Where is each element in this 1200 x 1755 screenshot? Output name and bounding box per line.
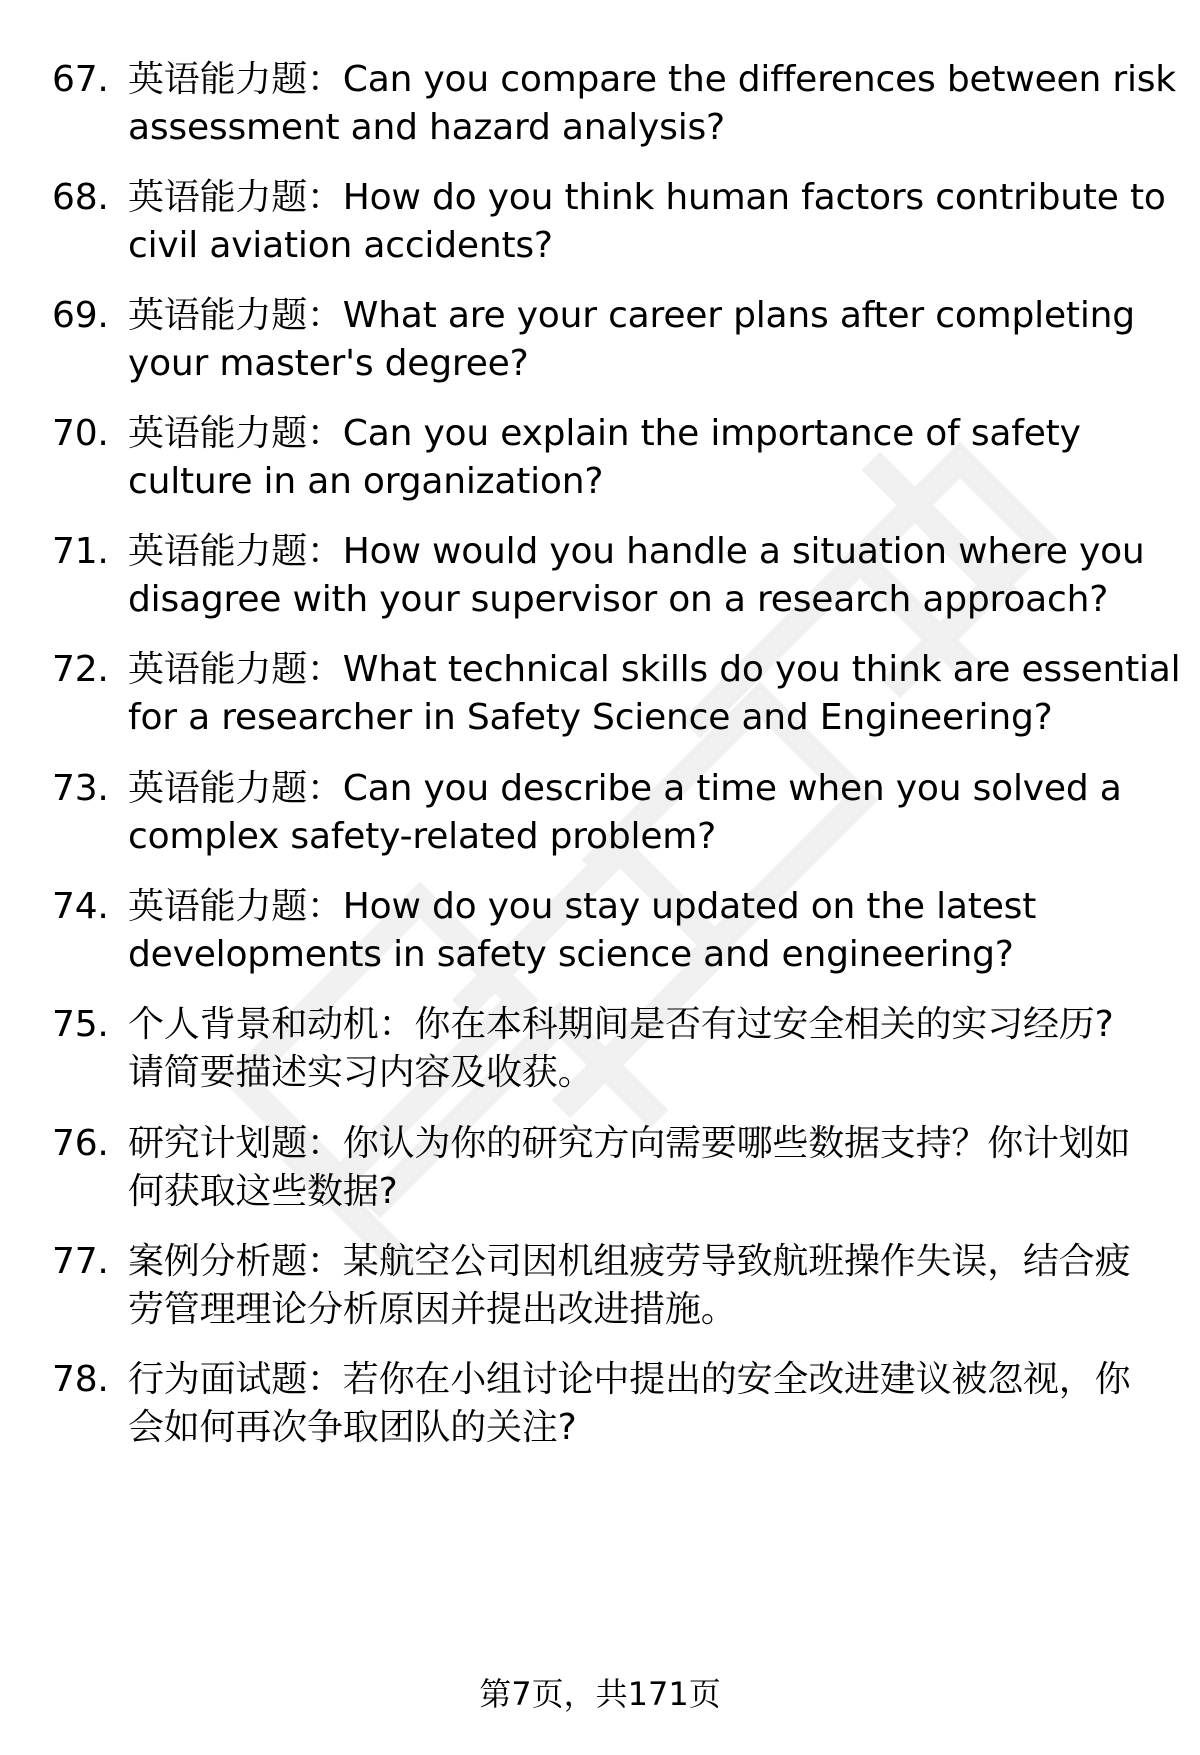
question-number: 67. bbox=[52, 59, 109, 100]
question-number: 73. bbox=[52, 768, 109, 809]
question-number: 72. bbox=[52, 649, 109, 690]
question-text: 个人背景和动机：你在本科期间是否有过安全相关的实习经历? 请简要描述实习内容及收获。 bbox=[128, 1004, 1114, 1093]
question-text: 英语能力题：Can you describe a time when you solved a complex safety-related problem? bbox=[128, 768, 1122, 857]
question-text: 英语能力题：How do you stay updated on the latest developments in safety science and engineering? bbox=[128, 886, 1037, 975]
question-number: 71. bbox=[52, 531, 109, 572]
question-number: 76. bbox=[52, 1123, 109, 1164]
page-footer: 第7页，共171页 bbox=[479, 1675, 721, 1713]
question-text: 英语能力题：Can you compare the differences between risk assessment and hazard analysis? bbox=[128, 59, 1176, 148]
question-text: 英语能力题：What are your career plans after completing your master's degree? bbox=[128, 295, 1135, 384]
question-text: 英语能力题：Can you explain the importance of safety culture in an organization? bbox=[128, 413, 1081, 502]
question-number: 74. bbox=[52, 886, 109, 927]
question-text: 研究计划题：你认为你的研究方向需要哪些数据支持？你计划如 何获取这些数据? bbox=[128, 1123, 1131, 1212]
question-number: 69. bbox=[52, 295, 109, 336]
question-number: 78. bbox=[52, 1359, 109, 1400]
question-number: 70. bbox=[52, 413, 109, 454]
question-number: 68. bbox=[52, 177, 109, 218]
question-number: 75. bbox=[52, 1004, 109, 1045]
question-text: 英语能力题：How do you think human factors contribute to civil aviation accidents? bbox=[128, 177, 1166, 266]
question-text: 行为面试题：若你在小组讨论中提出的安全改进建议被忽视，你 会如何再次争取团队的关注? bbox=[128, 1359, 1131, 1448]
question-number: 77. bbox=[52, 1241, 109, 1282]
question-text: 英语能力题：How would you handle a situation where you disagree with your supervisor on a research approach? bbox=[128, 531, 1145, 620]
question-text: 英语能力题：What technical skills do you think are essential for a researcher in Safety Science and Engineering? bbox=[128, 649, 1181, 738]
question-text: 案例分析题：某航空公司因机组疲劳导致航班操作失误，结合疲 劳管理理论分析原因并提出改进措施。 bbox=[128, 1241, 1131, 1330]
